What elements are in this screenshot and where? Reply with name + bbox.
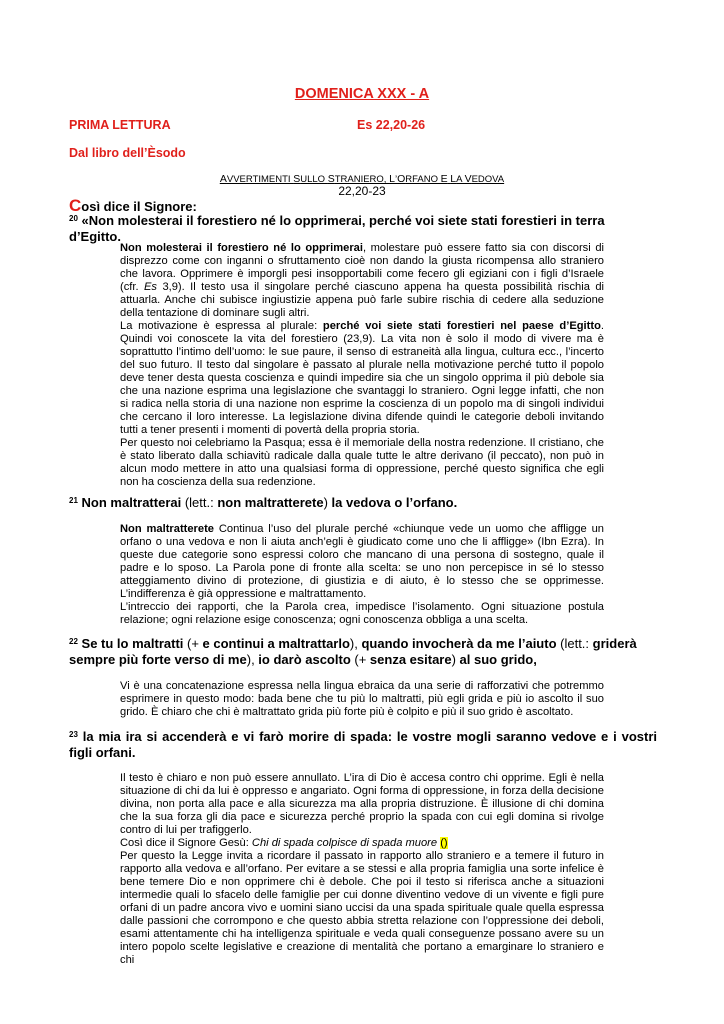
commentary-paragraph	[120, 437, 604, 489]
verse-text: la vedova o l’orfano.	[331, 495, 458, 510]
page-title: DOMENICA XXX - A	[294, 86, 430, 102]
reading-label: PRIMA LETTURA	[69, 118, 171, 132]
verse-number: 22	[69, 637, 78, 646]
drop-initial: C	[69, 196, 82, 215]
intro-text: osì dice il Signore:	[81, 199, 197, 214]
verse-text: griderà sempre più forte verso di me	[69, 636, 637, 667]
verse-text: non maltratterete	[217, 495, 324, 510]
commentary-bold: perché voi siete stati forestieri nel paese d’Egitto	[322, 320, 601, 332]
verse-note: (+	[187, 636, 203, 651]
commentary-bold: Non molesterai il forestiero né lo opprimerai	[120, 242, 363, 254]
verse-22-commentary	[120, 680, 604, 719]
commentary-bold: Non maltratterete	[120, 523, 214, 535]
commentary-paragraph	[120, 837, 604, 850]
verse-number: 23	[69, 730, 78, 739]
verse-text: Se tu lo maltratti	[81, 636, 187, 651]
commentary-text: Per questo la Legge invita a ricordare il passato in rapporto allo straniero e a temere il futuro in rapporto alla vedova e all’orfano. Per evitare a se stessi e alla propria famiglia una sorte infelice è bene temere Dio e non opprimere chi è debole. Che poi il testo si riferisca anche a situazioni intermedie quali lo sfacelo delle famiglie per cui donne diventino vedove di un vivente e figli pure orfani di un padre ancora vivo e uomini siano uccisi da una spada spirituale quale quella espressa dalle passioni che corrompono e che questo abbia stretta relazione con l’oppressione dei deboli, esami attentamente chi ha intelligenza spirituale e veda quali conseguenze possano avere su un intero popolo scelte legislative e creazione di mentalità che portano a emarginare lo straniero e chi	[120, 850, 604, 966]
verse-note: )	[323, 495, 332, 510]
verse-text: la mia ira si accenderà e vi farò morire di spada: le vostre mogli saranno vedove e i vostri figli orfani.	[69, 729, 657, 760]
commentary-text: 3,9). Il testo usa il singolare perché ciascuno appena ha questa possibilità rischia di attuarla. Anche chi subisce ingiustizie appena può farle subire rischia di cedere alla seduzione della tentazione di dominare sugli altri.	[120, 281, 604, 319]
verse-21-commentary	[120, 523, 604, 627]
commentary-paragraph	[120, 680, 604, 719]
verse-21-heading	[69, 495, 657, 511]
verse-text: quando invocherà da me l’aiuto	[361, 636, 561, 651]
commentary-paragraph	[120, 242, 604, 320]
commentary-paragraph	[120, 523, 604, 601]
verse-text: e continui a maltrattarlo	[202, 636, 350, 651]
verse-note: )	[451, 652, 460, 667]
verse-note: (lett.:	[184, 495, 218, 510]
verse-23-commentary	[120, 772, 604, 967]
verse-20-commentary	[120, 242, 604, 489]
verse-text: al suo grido,	[459, 652, 537, 667]
verse-note: ),	[349, 636, 362, 651]
book-source: Dal libro dell’Èsodo	[69, 146, 186, 160]
commentary-italic: Chi di spada colpisce di spada muore	[251, 837, 438, 849]
verse-note: ),	[246, 652, 259, 667]
verse-number: 20	[69, 214, 78, 223]
commentary-text: Per questo noi celebriamo la Pasqua; essa è il memoriale della nostra redenzione. Il cristiano, che è stato liberato dalla schiavitù radicale dalla quale tutte le altre derivano (il peccato), non può in alcun modo mettere in atto una qualsiasi forma di oppressione, perché questo significa che egli non ha coscienza della sua redenzione.	[120, 437, 604, 488]
verse-text: senza esitare	[369, 652, 452, 667]
commentary-paragraph	[120, 601, 604, 627]
commentary-text: La motivazione è espressa al plurale:	[120, 320, 323, 332]
verse-text: Non maltratterai	[81, 495, 185, 510]
commentary-paragraph	[120, 772, 604, 837]
commentary-text: L’intreccio dei rapporti, che la Parola crea, impedisce l’isolamento. Ogni situazione postula relazione; ogni relazione esige conoscenza; ogni conoscenza obbliga a una scelta.	[120, 601, 604, 626]
verse-text: io darò ascolto	[258, 652, 355, 667]
scripture-reference: Es 22,20-26	[357, 118, 426, 132]
commentary-text: Continua l’uso del plurale perché «chiunque vede un uomo che affligge un orfano o una vedova e non li aiuta anch’egli è giudicato come uno che li affligge» (Ibn Ezra). In queste due categorie sono espressi coloro che mancano di una persona di sostegno, quale il padre e lo sposo. La Parola pone di fronte alla scelta: se uno non percepisce in sé lo stesso atteggiamento divino di protezione, di giustizia e di aiuto, è lo stesso che se opprimesse. L’indifferenza è già oppressione e maltrattamento.	[120, 523, 604, 600]
footnote-marker[interactable]: ()	[440, 837, 448, 849]
commentary-paragraph	[120, 320, 604, 437]
verse-note: (lett.:	[560, 636, 593, 651]
verse-text: «Non molesterai il forestiero né lo opprimerai, perché voi siete stati forestieri in terra d’Egitto.	[69, 213, 605, 244]
verse-20-heading	[69, 213, 657, 245]
section-title-text: AVVERTIMENTI SULLO STRANIERO, L’ORFANO E LA VEDOVA	[219, 173, 505, 185]
commentary-paragraph	[120, 850, 604, 967]
verse-23-heading	[69, 729, 657, 761]
commentary-text: Così dice il Signore Gesù:	[120, 837, 252, 849]
verse-number: 21	[69, 496, 78, 505]
commentary-text: Vi è una concatenazione espressa nella lingua ebraica da una serie di rafforzativi che potremmo esprimere in questo modo: bada bene che tu più lo maltratti, più egli grida e più io ascolto il suo grido. È chiaro che chi è maltrattato grida più forte più è colpito e più il suo grido è ascoltato.	[120, 680, 604, 718]
commentary-italic: Es	[144, 281, 158, 293]
commentary-text: . Quindi voi conoscete la vita del forestiero (23,9). La vita non è solo il modo di vivere ma è soprattutto l’intimo dell’uomo: le sue paure, il senso di estraneità alla lingua, cultura ecc., l’incerto del suo futuro. Il testo dal singolare è passato al plurale nella motivazione perché tutto il popolo deve tener desta questa coscienza e quindi impedire sia che un singolo opprima il più debole sia che una nazione esprima una legislazione che svantaggi lo straniero. Ogni legge infatti, che non si radica nella storia di una nazione non esprime la coscienza di un popolo ma di singoli individui che cercano il loro interesse. La legislazione divina difende quindi le categorie deboli invitando tutti a tener presenti i momenti di povertà della propria storia.	[120, 320, 604, 436]
verse-note: (+	[354, 652, 370, 667]
commentary-text: Il testo è chiaro e non può essere annullato. L’ira di Dio è accesa contro chi opprime. Egli è nella situazione di chi da lui è oppresso e angariato. Ogni forma di oppressione, in forza della decisione divina, non porta alla pace e alla sicurezza ma alla propria distruzione. È illusione di chi domina che la sua forza gli dia pace e sicurezza perché proprio la spada con cui egli domina si rivolge contro di lui per trafiggerlo.	[120, 772, 604, 836]
commentary-text: , molestare può essere fatto sia con discorsi di disprezzo come con inganni o sfruttamento cioè non dando la giusta ricompensa allo straniero che lavora. Opprimere è imporgli pesi insopportabili come fecero gli egiziani con i figli d’Israele (cfr.	[120, 242, 604, 293]
verse-22-heading	[69, 636, 657, 668]
verse-range: 22,20-23	[338, 184, 386, 198]
